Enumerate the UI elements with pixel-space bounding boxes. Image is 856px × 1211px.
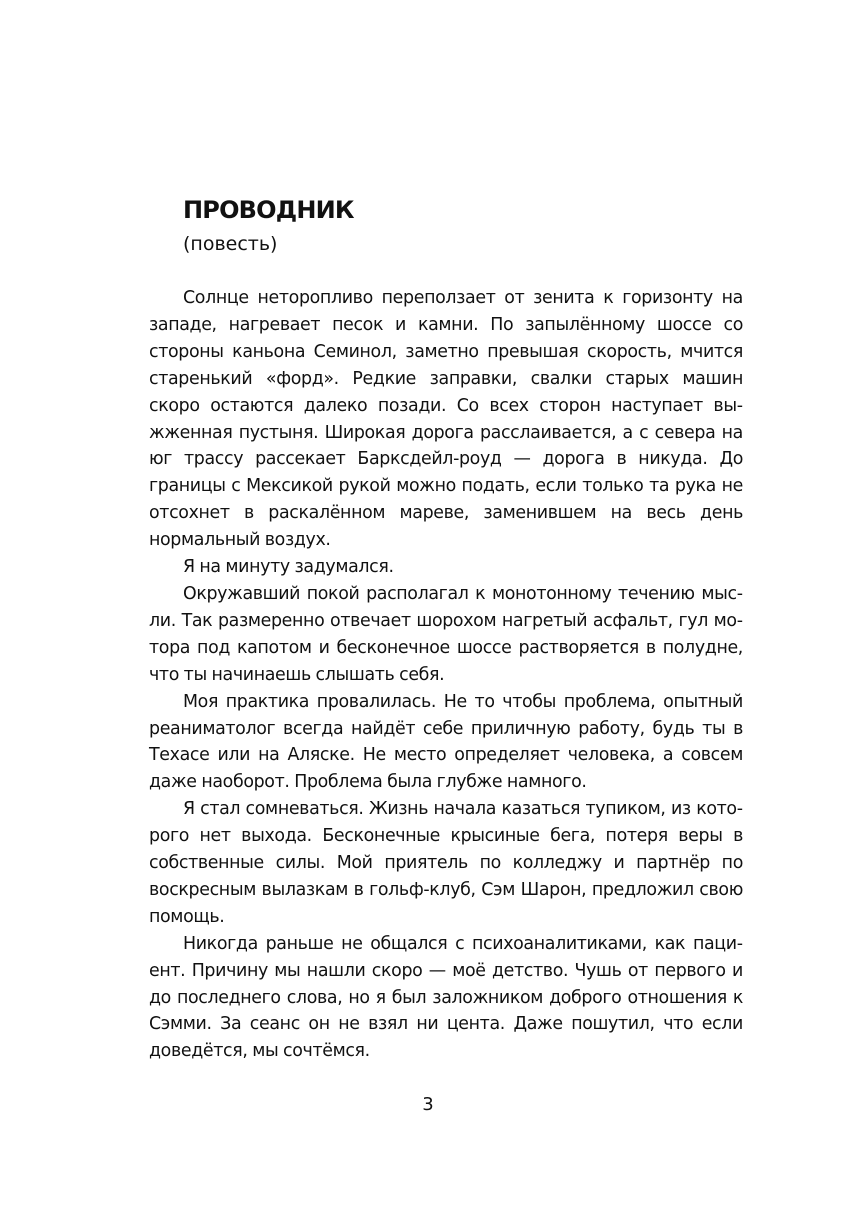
paragraph: Солнце неторопливо переползает от зенита к горизонту на западе, нагревает песок и камни. По запылённому шоссе со стороны каньона Семинол, заметно превышая скорость, мчится старенький «форд». Редкие заправки, свалки старых машин скоро остаются далеко позади. Со всех сторон наступает выжженная пустыня. Широкая дорога расслаивается, а с севера на юг трассу рассекает Барксдейл-роуд — дорога в никуда. До границы с Мексикой рукой можно подать, если только та рука не отсохнет в раскалённом мареве, заменившем на весь день нормальный воздух. <box>149 288 743 551</box>
paragraph: Окружавший покой располагал к монотонному течению мысли. Так размеренно отвечает шорохом нагретый асфальт, гул мотора под капотом и бесконечное шоссе растворяется в полудне, что ты начинаешь слышать себя. <box>149 583 743 685</box>
paragraph: Я на минуту задумался. <box>183 557 394 578</box>
chapter-body <box>149 285 743 1065</box>
chapter-subtitle: (повесть) <box>183 233 278 255</box>
paragraph: Никогда раньше не общался с психоаналитиками, как пациент. Причину мы нашли скоро — моё детство. Чушь от первого и до последнего слова, но я был заложником доброго отношения к Сэмми. За сеанс он не взял ни цента. Даже пошутил, что если доведётся, мы сочтёмся. <box>149 933 743 1062</box>
paragraph: Моя практика провалилась. Не то чтобы проблема, опытный реаниматолог всегда найдёт себе приличную работу, будь ты в Техасе или на Аляске. Не место определяет человека, а совсем даже наоборот. Проблема была глубже намного. <box>149 691 743 793</box>
page-number: 3 <box>422 1094 434 1115</box>
chapter-title: ПРОВОДНИК <box>183 196 354 224</box>
paragraph: Я стал сомневаться. Жизнь начала казаться тупиком, из которого нет выхода. Бесконечные крысиные бега, потеря веры в собственные силы. Мой приятель по колледжу и партнёр по воскресным вылазкам в гольф-клуб, Сэм Шарон, предложил свою помощь. <box>149 799 743 927</box>
